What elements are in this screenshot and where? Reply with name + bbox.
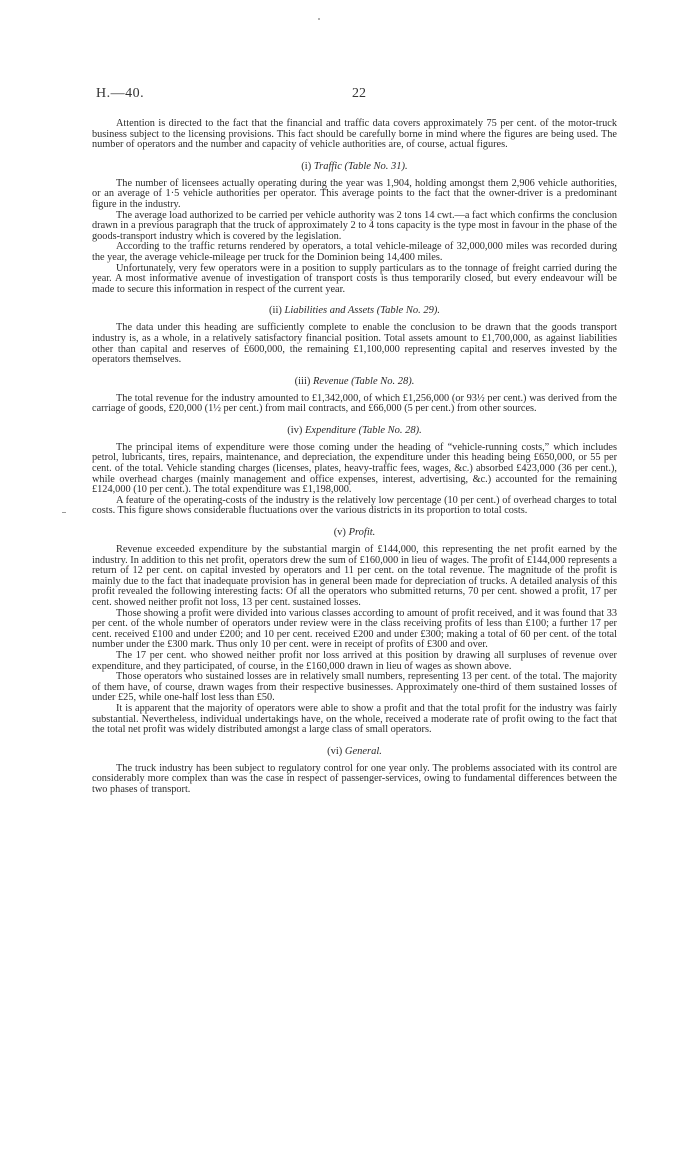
section <box>92 527 617 736</box>
body-paragraph: Unfortunately, very few operators were in a position to supply particulars as to the tonnage of freight carried during the year. A most informative avenue of investigation of transport costs is thus temporarily closed, but every endeavour will be made to secure this information in respect of the current year. <box>92 262 617 295</box>
body-paragraph: It is apparent that the majority of operators were able to show a profit and that the total profit for the industry was fairly substantial. Nevertheless, individual undertakings have, on the whole, received a moderate rate of profit owing to the fact that the total net profit was widely distributed amongst a large class of small operators. <box>92 702 617 736</box>
section <box>92 305 617 365</box>
body-paragraph: According to the traffic returns rendered by operators, a total vehicle-mileage of 32,000,000 miles was recorded during the year, the average vehicle-mileage per truck for the Dominion being 14,400 miles. <box>92 241 617 263</box>
section-title: General. <box>344 745 382 757</box>
page-number: 22 <box>352 86 366 101</box>
section-title: Traffic (Table No. 31). <box>313 160 408 172</box>
scan-speck <box>318 18 320 20</box>
section-title: Liabilities and Assets (Table No. 29). <box>284 305 440 317</box>
section-number: (vi) <box>327 745 343 757</box>
section-heading <box>92 746 617 758</box>
margin-mark <box>62 512 66 513</box>
body-paragraph: The number of licensees actually operating during the year was 1,904, holding amongst them 2,906 vehicle authorities, or an average of 1·5 vehicle authorities per operator. This average points to the fact that the owner-driver is a predominant figure in the industry. <box>92 177 617 210</box>
body-paragraph: Those showing a profit were divided into various classes according to amount of profit received, and it was found that 33 per cent. of the whole number of operators under review were in the class receiving profits of less than £100; a further 17 per cent. received £100 and under £200; and 10 per cent. received £200 and under £300; making a total of 60 per cent. of the total number under the £300 mark. Thus only 10 per cent. were in receipt of profits of £300 and over. <box>92 607 617 651</box>
body-paragraph: The truck industry has been subject to regulatory control for one year only. The problems associated with its control are considerably more complex than was the case in respect of passenger-services, owing to fundamental differences between the two phases of transport. <box>92 762 617 795</box>
document-code: H.—40. <box>96 86 145 101</box>
section-heading <box>92 425 617 437</box>
section <box>92 376 617 415</box>
section-number: (iv) <box>287 424 303 436</box>
intro-paragraph: Attention is directed to the fact that the financial and traffic data covers approximately 75 per cent. of the motor-truck business subject to the licensing provisions. This fact should be carefully borne in mind where the figures are being used. The number of operators and the number and capacity of vehicle authorities are, of course, actual figures. <box>92 118 617 151</box>
body-paragraph: The total revenue for the industry amounted to £1,342,000, of which £1,256,000 (or 93½ per cent.) was derived from the carriage of goods, £20,000 (1½ per cent.) from mail contracts, and £66,000 (5 per cent.) from other sources. <box>92 392 617 415</box>
section-heading <box>92 376 617 388</box>
page-header <box>96 86 616 106</box>
section-heading <box>92 527 617 539</box>
body-paragraph: The average load authorized to be carried per vehicle authority was 2 tons 14 cwt.—a fact which confirms the conclusion drawn in a previous paragraph that the truck of approximately 2 to 4 tons capacity is the type most in favour in the phase of the goods-transport industry which is covered by the legislation. <box>92 209 617 242</box>
section <box>92 746 617 796</box>
body-paragraph: The data under this heading are sufficiently complete to enable the conclusion to be drawn that the goods transport industry is, as a whole, in a relatively satisfactory financial position. Total assets amount to £1,700,000, as against liabilities other than capital and reserves of £600,000, the remaining £1,100,000 representing capital and reserves invested by the operators themselves. <box>92 322 617 366</box>
section-title: Revenue (Table No. 28). <box>312 375 415 387</box>
section <box>92 425 617 517</box>
section-title: Profit. <box>348 527 376 539</box>
body-paragraph: Those operators who sustained losses are in relatively small numbers, representing 13 per cent. of the total. The majority of them have, of course, drawn wages from their respective businesses. Approximately one-third of them sustained losses of under £25, while one-half lost less than £50. <box>92 671 617 704</box>
body-paragraph: A feature of the operating-costs of the industry is the relatively low percentage (10 per cent.) of overhead charges to total costs. This figure shows considerable fluctuations over the various districts in its proportion to total costs. <box>92 494 617 517</box>
section-heading <box>92 161 617 173</box>
section-title: Expenditure (Table No. 28). <box>305 424 422 436</box>
body-paragraph: The 17 per cent. who showed neither profit nor loss arrived at this position by drawing all surpluses of revenue over expenditure, and they participated, of course, in the £160,000 drawn in lieu of wages as shown above. <box>92 649 617 672</box>
sections <box>92 161 617 796</box>
section-heading <box>92 305 617 317</box>
section-number: (i) <box>301 160 312 172</box>
body-paragraph: Revenue exceeded expenditure by the substantial margin of £144,000, this representing the net profit earned by the industry. In addition to this net profit, operators drew the sum of £160,000 in lieu of wages. The profit of £144,000 represents a return of 12 per cent. on capital invested by operators and 11 per cent. on the total revenue. The magnitude of the profit is mainly due to the fact that inadequate provision has in general been made for depreciation of trucks. A detailed analysis of this profit revealed the following interesting facts: Of all the operators who submitted returns, 70 per cent. showed a profit, 17 per cent. showed neither profit not loss, 13 per cent. sustained losses. <box>92 544 617 608</box>
section-number: (iii) <box>294 375 311 387</box>
page-body <box>92 119 617 796</box>
body-paragraph: The principal items of expenditure were those coming under the heading of “vehicle-running costs,” which includes petrol, lubricants, tires, repairs, maintenance, and depreciation, the expenditure under this heading being £650,000, or 55 per cent. of the total. Vehicle standing charges (licenses, plates, heavy-traffic fees, wages, &c.) absorbed £423,000 (36 per cent.), while overhead charges (mainly management and office expenses, interest, advertising, &c.) accounted for the remaining £124,000 (10 per cent.). The total expenditure was £1,198,000. <box>92 441 617 496</box>
section-number: (ii) <box>269 305 282 317</box>
intro-section <box>92 119 617 151</box>
section <box>92 161 617 296</box>
section-number: (v) <box>333 527 346 539</box>
